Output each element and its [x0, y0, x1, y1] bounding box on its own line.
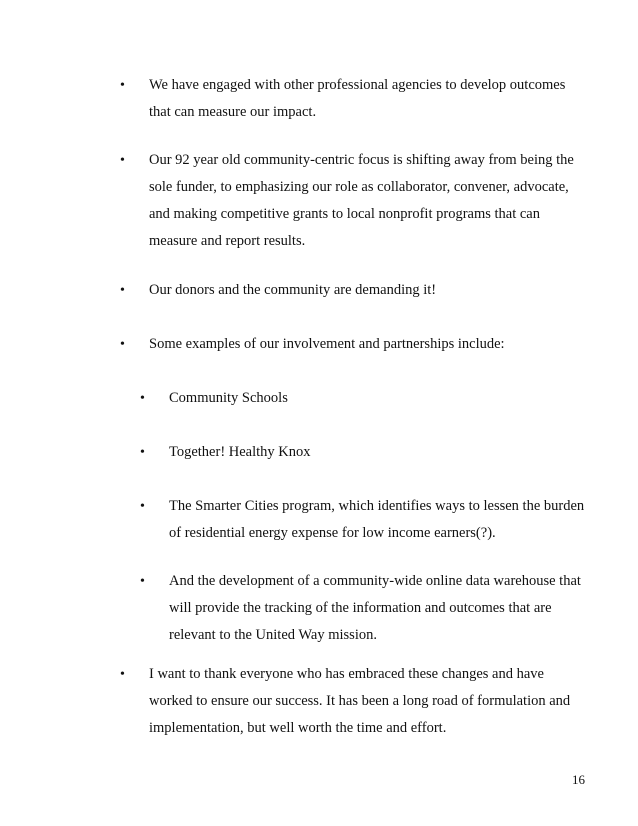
sub-bullet-healthy-knox — [140, 439, 600, 466]
bullet-marker: • — [140, 499, 145, 514]
text-line: I want to thank everyone who has embraced these changes and have — [149, 666, 544, 682]
bullet-item-community-focus — [120, 147, 600, 255]
bullet-marker: • — [140, 445, 145, 460]
bullet-text — [169, 439, 600, 466]
text-line: And the development of a community-wide online data warehouse that — [169, 573, 581, 589]
text-line: Our 92 year old community-centric focus is shifting away from being the — [149, 152, 574, 168]
sub-bullet-smarter-cities — [140, 493, 600, 547]
bullet-item-agencies — [120, 72, 600, 126]
text-line: will provide the tracking of the information and outcomes that are — [169, 600, 552, 616]
sub-bullet-community-schools — [140, 385, 600, 412]
text-line: Together! Healthy Knox — [169, 444, 311, 460]
bullet-item-thanks — [120, 661, 600, 742]
bullet-marker: • — [140, 574, 145, 589]
page-number: 16 — [572, 772, 585, 787]
bullet-marker: • — [120, 667, 125, 682]
bullet-marker: • — [120, 153, 125, 168]
bullet-text — [149, 661, 600, 742]
text-line: relevant to the United Way mission. — [169, 627, 377, 643]
text-line: Community Schools — [169, 390, 288, 406]
bullet-text — [149, 277, 600, 304]
text-line: of residential energy expense for low income earners(?). — [169, 525, 496, 541]
bullet-item-donors — [120, 277, 600, 304]
text-line: implementation, but well worth the time and effort. — [149, 720, 447, 736]
bullet-marker: • — [140, 391, 145, 406]
bullet-item-examples — [120, 331, 600, 358]
text-line: that can measure our impact. — [149, 104, 317, 120]
sub-bullet-data-warehouse — [140, 568, 600, 649]
text-line: We have engaged with other professional agencies to develop outcomes — [149, 77, 566, 93]
text-line: Some examples of our involvement and partnerships include: — [149, 336, 505, 352]
text-line: sole funder, to emphasizing our role as collaborator, convener, advocate, — [149, 179, 569, 195]
bullet-text — [149, 72, 600, 126]
bullet-text — [169, 385, 600, 412]
text-line: Our donors and the community are demanding it! — [149, 282, 437, 298]
text-line: worked to ensure our success. It has been a long road of formulation and — [149, 693, 571, 709]
bullet-marker: • — [120, 337, 125, 352]
text-line: The Smarter Cities program, which identifies ways to lessen the burden — [169, 498, 585, 514]
text-line: measure and report results. — [149, 233, 306, 249]
bullet-marker: • — [120, 78, 125, 93]
bullet-text — [169, 493, 600, 547]
bullet-marker: • — [120, 283, 125, 298]
bullet-text — [149, 147, 600, 255]
text-line: and making competitive grants to local nonprofit programs that can — [149, 206, 540, 222]
bullet-text — [169, 568, 600, 649]
bullet-text — [149, 331, 600, 358]
